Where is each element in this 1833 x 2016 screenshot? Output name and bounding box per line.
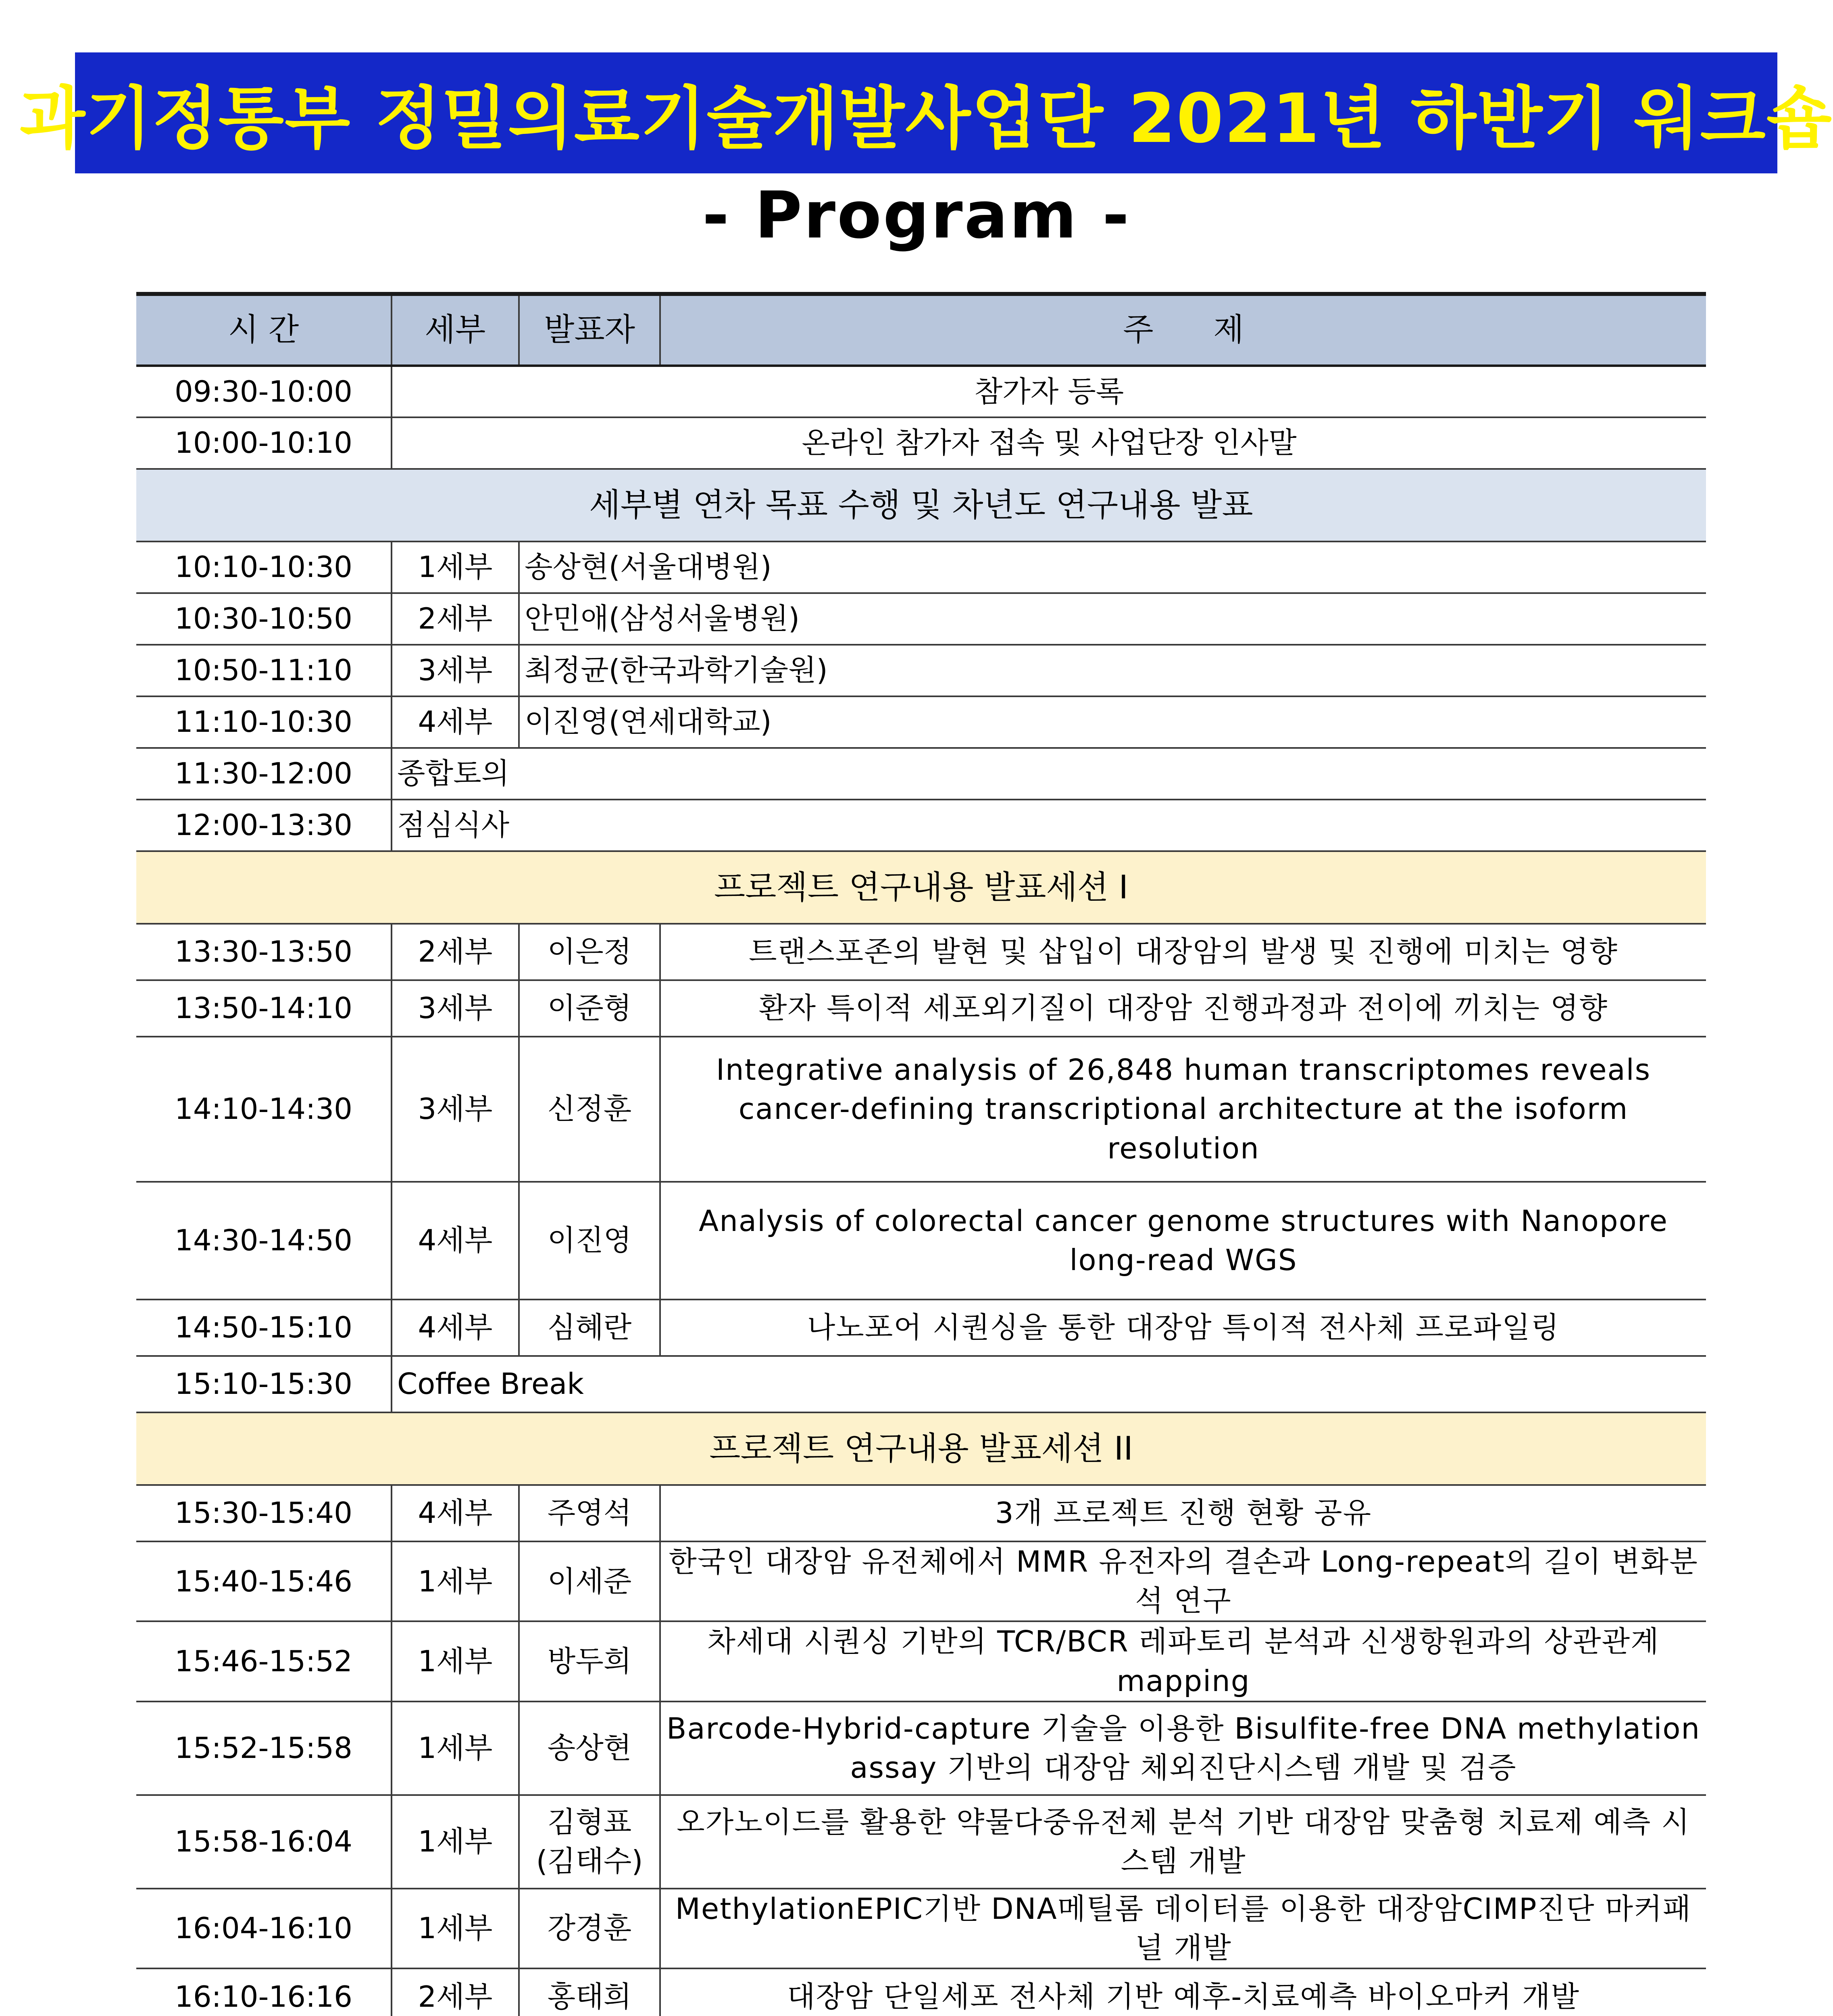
topic-cell: 오가노이드를 활용한 약물다중유전체 분석 기반 대장암 맞춤형 치료제 예측 시스템 개발 (660, 1795, 1706, 1889)
presenter-cell: 송상현 (519, 1702, 660, 1795)
detail-cell: 3세부 (392, 1037, 519, 1182)
topic-cell: 환자 특이적 세포외기질이 대장암 진행과정과 전이에 끼치는 영향 (660, 980, 1706, 1037)
table-row (136, 1621, 1706, 1701)
time-cell: 15:10-15:30 (136, 1356, 392, 1412)
section-title: 프로젝트 연구내용 발표세션 II (136, 1412, 1706, 1485)
detail-cell: 3세부 (392, 980, 519, 1037)
detail-cell: 4세부 (392, 1182, 519, 1300)
event-cell: 참가자 등록 (392, 366, 1706, 417)
topic-cell: 트랜스포존의 발현 및 삽입이 대장암의 발생 및 진행에 미치는 영향 (660, 924, 1706, 980)
detail-cell: 1세부 (392, 541, 519, 593)
time-cell: 11:10-10:30 (136, 696, 392, 748)
presenter-cell: 이은정 (519, 924, 660, 980)
time-cell: 16:10-16:16 (136, 1968, 392, 2016)
presenter-cell: 이진영 (519, 1182, 660, 1300)
detail-cell: 1세부 (392, 1702, 519, 1795)
table-row (136, 924, 1706, 980)
time-cell: 11:30-12:00 (136, 748, 392, 800)
presenter-cell: 신정훈 (519, 1037, 660, 1182)
table-row (136, 1182, 1706, 1300)
table-row (136, 541, 1706, 593)
presenter-cell: 심혜란 (519, 1300, 660, 1356)
detail-cell: 4세부 (392, 1300, 519, 1356)
presenter-cell: 홍태희 (519, 1968, 660, 2016)
time-cell: 14:30-14:50 (136, 1182, 392, 1300)
topic-cell: Analysis of colorectal cancer genome structures with Nanopore long-read WGS (660, 1182, 1706, 1300)
program-table (136, 292, 1706, 2016)
time-cell: 14:10-14:30 (136, 1037, 392, 1182)
presenter-cell: 주영석 (519, 1485, 660, 1541)
detail-cell: 4세부 (392, 1485, 519, 1541)
table-row (136, 417, 1706, 469)
table-row (136, 1889, 1706, 1968)
topic-cell: MethylationEPIC기반 DNA메틸롬 데이터를 이용한 대장암CIMP진단 마커패널 개발 (660, 1889, 1706, 1968)
presenter-cell: 강경훈 (519, 1889, 660, 1968)
topic-cell: Integrative analysis of 26,848 human transcriptomes reveals cancer-defining transcriptional architecture at the isoform resolution (660, 1037, 1706, 1182)
table-row (136, 1485, 1706, 1541)
topic-cell: 나노포어 시퀀싱을 통한 대장암 특이적 전사체 프로파일링 (660, 1300, 1706, 1356)
event-cell: Coffee Break (392, 1356, 1706, 1412)
event-cell: 종합토의 (392, 748, 1706, 800)
table-row (136, 1968, 1706, 2016)
time-cell: 10:00-10:10 (136, 417, 392, 469)
detail-cell: 1세부 (392, 1621, 519, 1701)
time-cell: 15:52-15:58 (136, 1702, 392, 1795)
table-header-row (136, 294, 1706, 366)
section-header-row (136, 851, 1706, 924)
topic-cell: 3개 프로젝트 진행 현황 공유 (660, 1485, 1706, 1541)
column-header-detail: 세부 (392, 294, 519, 366)
presenter-cell: 최정균(한국과학기술원) (519, 645, 1706, 696)
page-title: 과기정통부 정밀의료기술개발사업단 2021년 하반기 워크숍 (19, 79, 1833, 158)
presenter-cell: 이세준 (519, 1541, 660, 1621)
table-row (136, 1541, 1706, 1621)
time-cell: 10:10-10:30 (136, 541, 392, 593)
table-row (136, 1037, 1706, 1182)
table-row (136, 1300, 1706, 1356)
time-cell: 13:50-14:10 (136, 980, 392, 1037)
section-title: 세부별 연차 목표 수행 및 차년도 연구내용 발표 (136, 469, 1706, 541)
table-row (136, 645, 1706, 696)
section-header-row (136, 1412, 1706, 1485)
time-cell: 10:30-10:50 (136, 593, 392, 645)
table-row (136, 980, 1706, 1037)
event-cell: 점심식사 (392, 800, 1706, 851)
detail-cell: 2세부 (392, 924, 519, 980)
presenter-cell: 방두희 (519, 1621, 660, 1701)
table-row (136, 1795, 1706, 1889)
presenter-cell: 안민애(삼성서울병원) (519, 593, 1706, 645)
table-row (136, 366, 1706, 417)
page-subtitle: - Program - (702, 177, 1131, 253)
detail-cell: 1세부 (392, 1889, 519, 1968)
time-cell: 15:58-16:04 (136, 1795, 392, 1889)
topic-cell: 대장암 단일세포 전사체 기반 예후-치료예측 바이오마커 개발 (660, 1968, 1706, 2016)
time-cell: 15:46-15:52 (136, 1621, 392, 1701)
detail-cell: 2세부 (392, 1968, 519, 2016)
time-cell: 12:00-13:30 (136, 800, 392, 851)
presenter-cell: 이준형 (519, 980, 660, 1037)
time-cell: 16:04-16:10 (136, 1889, 392, 1968)
detail-cell: 2세부 (392, 593, 519, 645)
table-row (136, 696, 1706, 748)
table-row (136, 748, 1706, 800)
time-cell: 09:30-10:00 (136, 366, 392, 417)
topic-cell: 차세대 시퀀싱 기반의 TCR/BCR 레파토리 분석과 신생항원과의 상관관계 mapping (660, 1621, 1706, 1701)
section-header-row (136, 469, 1706, 541)
title-banner (19, 52, 1833, 173)
presenter-cell: 김형표 (김태수) (519, 1795, 660, 1889)
time-cell: 10:50-11:10 (136, 645, 392, 696)
topic-cell: Barcode-Hybrid-capture 기술을 이용한 Bisulfite-free DNA methylation assay 기반의 대장암 체외진단시스템 개발 및 검증 (660, 1702, 1706, 1795)
detail-cell: 3세부 (392, 645, 519, 696)
presenter-cell: 이진영(연세대학교) (519, 696, 1706, 748)
section-title: 프로젝트 연구내용 발표세션 I (136, 851, 1706, 924)
presenter-cell: 송상현(서울대병원) (519, 541, 1706, 593)
table-row (136, 1702, 1706, 1795)
column-header-topic: 주 제 (660, 294, 1706, 366)
column-header-presenter: 발표자 (519, 294, 660, 366)
time-cell: 14:50-15:10 (136, 1300, 392, 1356)
detail-cell: 4세부 (392, 696, 519, 748)
event-cell: 온라인 참가자 접속 및 사업단장 인사말 (392, 417, 1706, 469)
detail-cell: 1세부 (392, 1541, 519, 1621)
time-cell: 13:30-13:50 (136, 924, 392, 980)
table-row (136, 1356, 1706, 1412)
time-cell: 15:30-15:40 (136, 1485, 392, 1541)
detail-cell: 1세부 (392, 1795, 519, 1889)
column-header-time: 시 간 (136, 294, 392, 366)
table-row (136, 800, 1706, 851)
time-cell: 15:40-15:46 (136, 1541, 392, 1621)
topic-cell: 한국인 대장암 유전체에서 MMR 유전자의 결손과 Long-repeat의 길이 변화분석 연구 (660, 1541, 1706, 1621)
table-row (136, 593, 1706, 645)
